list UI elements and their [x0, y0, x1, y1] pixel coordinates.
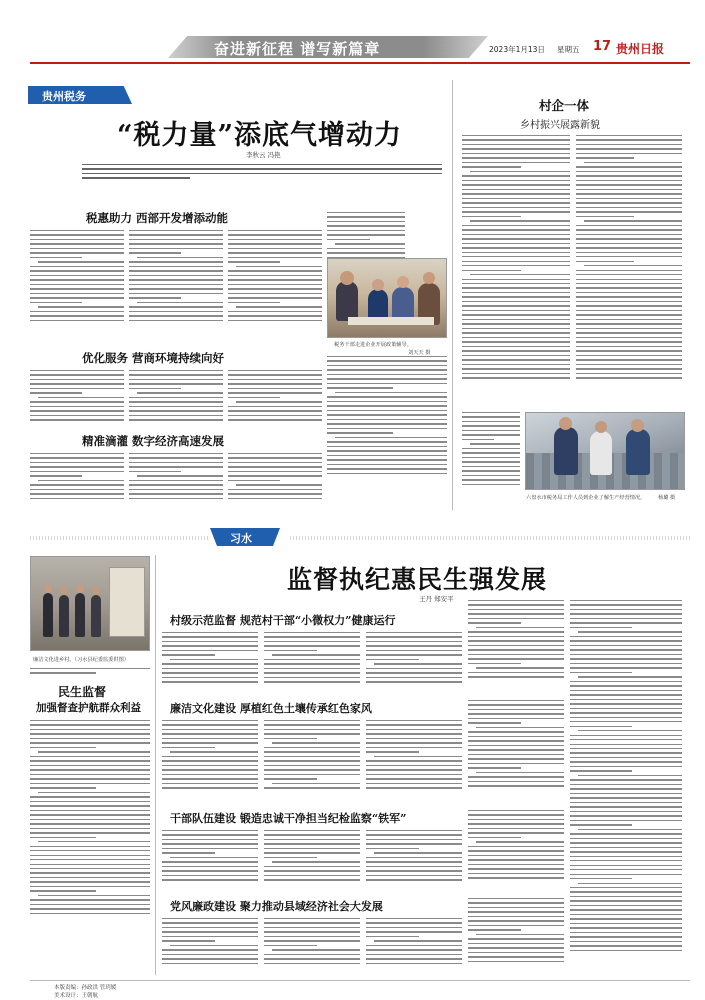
side-story-photo-caption: 六盘水市税务局工作人员到企业了解生产经营情况。 — [526, 495, 646, 501]
xishui-photo — [30, 556, 150, 651]
xishui-sub2-column-3 — [366, 720, 462, 806]
tax-column-9 — [30, 453, 124, 509]
xishui-photo-caption: 廉洁文化进乡村。（习水县纪委监委供图） — [33, 657, 129, 663]
xishui-sub1-column-2 — [264, 632, 360, 694]
xishui-right-column — [570, 600, 682, 974]
footer-rule — [30, 980, 690, 981]
side-story-title-1: 村企一体 — [539, 98, 590, 113]
xishui-sub3-column-3 — [366, 830, 462, 892]
xishui-subhead-3: 干部队伍建设 锻造忠诚干净担当纪检监察“铁军” — [170, 812, 407, 825]
xishui-sub2-column-1 — [162, 720, 258, 806]
header-slogan: 奋进新征程 谱写新篇章 — [214, 40, 381, 58]
tax-photo-caption: 税务干部走进企业开展政策辅导。 — [334, 342, 412, 348]
section-divider-bar — [290, 536, 690, 540]
tax-lead-paragraph — [82, 164, 442, 182]
footer-editor: 本版责编：孙政洪 管玥媛 — [54, 985, 117, 991]
section-divider-bar — [30, 536, 210, 540]
tax-byline: 李秋云 冯艳 — [246, 151, 281, 159]
xishui-left-title-2: 加强督查护航群众利益 — [36, 702, 141, 714]
xishui-sub1-column-3 — [366, 632, 462, 694]
tax-column-2 — [129, 230, 223, 335]
xishui-sub4-column-1 — [162, 918, 258, 974]
header-page-number: 17 — [593, 39, 612, 54]
xishui-section-tag-label: 习水 — [230, 532, 252, 545]
xishui-sub3-column-1 — [162, 830, 258, 892]
xishui-subhead-2: 廉洁文化建设 厚植红色土壤传承红色家风 — [170, 702, 372, 715]
tax-column-3 — [228, 230, 322, 335]
header-paper-name: 贵州日报 — [616, 42, 665, 56]
xishui-left-divider — [155, 555, 156, 975]
xishui-byline: 王丹 郑安平 — [419, 595, 454, 603]
xishui-subhead-1: 村级示范监督 规范村干部“小微权力”健康运行 — [170, 614, 396, 627]
xishui-sub4-column-2 — [264, 918, 360, 974]
tax-column-7 — [228, 370, 322, 432]
xishui-sub2-column-4 — [468, 700, 564, 806]
tax-subhead-1: 税惠助力 西部开发增添动能 — [86, 211, 229, 225]
xishui-headline: 监督执纪惠民生强发展 — [287, 565, 548, 594]
tax-subhead-2: 优化服务 营商环境持续向好 — [82, 351, 225, 365]
footer-designer: 美术设计：王朝航 — [54, 993, 99, 999]
xishui-sub1-column-1 — [162, 632, 258, 694]
side-story-divider — [452, 80, 453, 510]
tax-photo-credit: 刘天天 摄 — [408, 350, 431, 356]
xishui-sub4-column-3 — [366, 918, 462, 974]
tax-column-5 — [30, 370, 124, 432]
side-story-column-3 — [462, 412, 520, 492]
tax-column-1 — [30, 230, 124, 335]
tax-column-6 — [129, 370, 223, 432]
header-date: 2023年1月13日 — [489, 45, 545, 54]
side-story-photo-credit: 杨璐 摄 — [658, 495, 676, 501]
xishui-sub2-column-2 — [264, 720, 360, 806]
xishui-subhead-4: 党风廉政建设 聚力推动县域经济社会大发展 — [170, 900, 383, 913]
xishui-left-title-1: 民生监督 — [58, 685, 107, 699]
header-rule — [30, 62, 690, 64]
tax-subhead-3: 精准滴灌 数字经济高速发展 — [82, 434, 225, 448]
tax-section-tag-label: 贵州税务 — [42, 90, 86, 103]
tax-column-11 — [228, 453, 322, 509]
xishui-sub1-column-4 — [468, 600, 564, 694]
side-story-column-2 — [576, 135, 682, 405]
xishui-sub3-column-2 — [264, 830, 360, 892]
tax-headline: “税力量”添底气增动力 — [117, 120, 403, 151]
header-weekday: 星期五 — [557, 45, 580, 54]
page-header — [0, 0, 705, 60]
side-story-photo — [525, 412, 685, 490]
tax-column-10 — [129, 453, 223, 509]
tax-photo — [327, 258, 447, 338]
side-story-column-1 — [462, 135, 570, 405]
tax-column-8 — [327, 356, 447, 492]
xishui-left-intro — [30, 668, 150, 682]
side-story-title-2: 乡村振兴展露新貌 — [520, 120, 600, 131]
xishui-sub3-column-4 — [468, 810, 564, 892]
xishui-left-column — [30, 720, 150, 938]
xishui-sub4-column-4 — [468, 898, 564, 974]
